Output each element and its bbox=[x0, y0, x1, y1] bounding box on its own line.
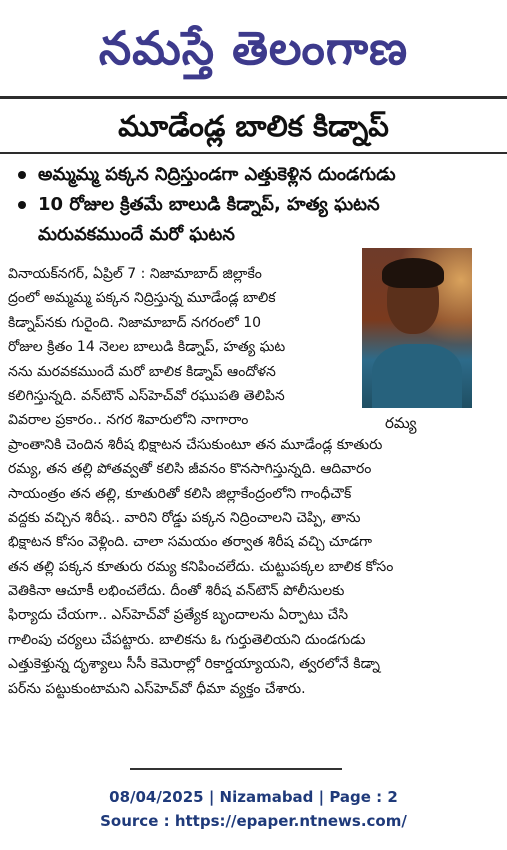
body-line: వివరాల ప్రకారం.. నగర శివారులోని నాగారాం bbox=[8, 412, 249, 429]
body-line: గాలింపు చర్యలు చేపట్టారు. బాలికను ఓ గుర్తుతెలియని దుండగుడు bbox=[8, 631, 366, 648]
highlight-item bbox=[18, 190, 500, 220]
article-end-divider bbox=[130, 768, 342, 770]
footer-source: Source : https://epaper.ntnews.com/ bbox=[100, 812, 407, 830]
body-line: సాయంత్రం తన తల్లి, కూతురితో కలిసి జిల్లాకేంద్రంలోని గాంధీచౌక్ bbox=[8, 485, 352, 502]
bullet-icon bbox=[18, 201, 26, 209]
body-line: ఫిర్యాదు చేయగా.. ఎస్‌హెచ్‌వో ప్రత్యేక బృందాలను ఏర్పాటు చేసి bbox=[8, 607, 349, 624]
body-line: వద్దకు వచ్చిన శిరీష.. వారిని రోడ్డు పక్కన నిద్రించాలని చెప్పి, తాను bbox=[8, 509, 361, 526]
highlight-text: అమ్మమ్మ పక్కన నిద్రిస్తుండగా ఎత్తుకెళ్లిన దుండగుడు bbox=[38, 164, 396, 185]
article-body bbox=[8, 262, 500, 701]
body-line: ప్రాంతానికి చెందిన శిరీష భిక్షాటన చేసుకుంటూ తన మూడేండ్ల కూతురు bbox=[8, 436, 383, 453]
body-line: తన తల్లి పక్కన కూతురు రమ్య కనిపించలేదు. చుట్టుపక్కల బాలిక కోసం bbox=[8, 558, 394, 575]
newspaper-masthead bbox=[0, 0, 507, 96]
body-line: వినాయక్‌నగర్, ఏప్రిల్ 7 : నిజామాబాద్ జిల్లాకేం bbox=[8, 266, 262, 282]
body-line: నను మరవకముందే మరో బాలిక కిడ్నాప్ ఆందోళన bbox=[8, 363, 276, 380]
article-headline: మూడేండ్ల బాలిక కిడ్నాప్ bbox=[118, 109, 389, 143]
body-line: వెతికినా ఆచూకీ లభించలేదు. దీంతో శిరీష వన్‌టౌన్ పోలీసులకు bbox=[8, 583, 345, 600]
body-line: ఎత్తుకెళ్తున్న దృశ్యాలు సీసీ కెమెరాల్లో రికార్డయ్యాయని, త్వరలోనే కిడ్నా bbox=[8, 656, 380, 673]
body-line: కలిగిస్తున్నది. వన్‌టౌన్ ఎస్‌హెచ్‌వో రఘుపతి తెలిపిన bbox=[8, 387, 285, 404]
masthead-divider bbox=[0, 96, 507, 99]
body-line: ద్రంలో అమ్మమ్మ పక్కన నిద్రిస్తున్న మూడేండ్ల బాలిక bbox=[8, 290, 276, 307]
body-line: కిడ్నాప్‌నకు గురైంది. నిజామాబాద్ నగరంలో 10 bbox=[8, 314, 262, 331]
highlight-text: 10 రోజుల క్రితమే బాలుడి కిడ్నాప్, హత్య ఘటన bbox=[38, 194, 380, 215]
masthead-title: నమస్తే తెలంగాణ bbox=[98, 21, 409, 75]
body-line: రమ్య, తన తల్లి పోతవ్వతో కలిసి జీవనం కొనసాగిస్తున్నది. ఆదివారం bbox=[8, 461, 372, 478]
bullet-icon bbox=[18, 171, 26, 179]
highlight-item bbox=[18, 160, 500, 190]
body-line: పర్‌ను పట్టుకుంటామని ఎస్‌హెచ్‌వో ధీమా వ్యక్తం చేశారు. bbox=[8, 680, 306, 697]
photo-caption: రమ్య bbox=[385, 414, 417, 432]
footer-dateline: 08/04/2025 | Nizamabad | Page : 2 bbox=[109, 788, 398, 806]
highlight-text-continuation: మరువకముందే మరో ఘటన bbox=[38, 224, 235, 245]
headline-divider bbox=[0, 152, 507, 154]
body-line: రోజుల క్రితం 14 నెలల బాలుడి కిడ్నాప్, హత్య ఘట bbox=[8, 339, 286, 356]
article-highlights bbox=[18, 160, 500, 250]
body-line: భిక్షాటన కోసం వెళ్లింది. చాలా సమయం తర్వాత శిరీష వచ్చి చూడగా bbox=[8, 534, 373, 551]
